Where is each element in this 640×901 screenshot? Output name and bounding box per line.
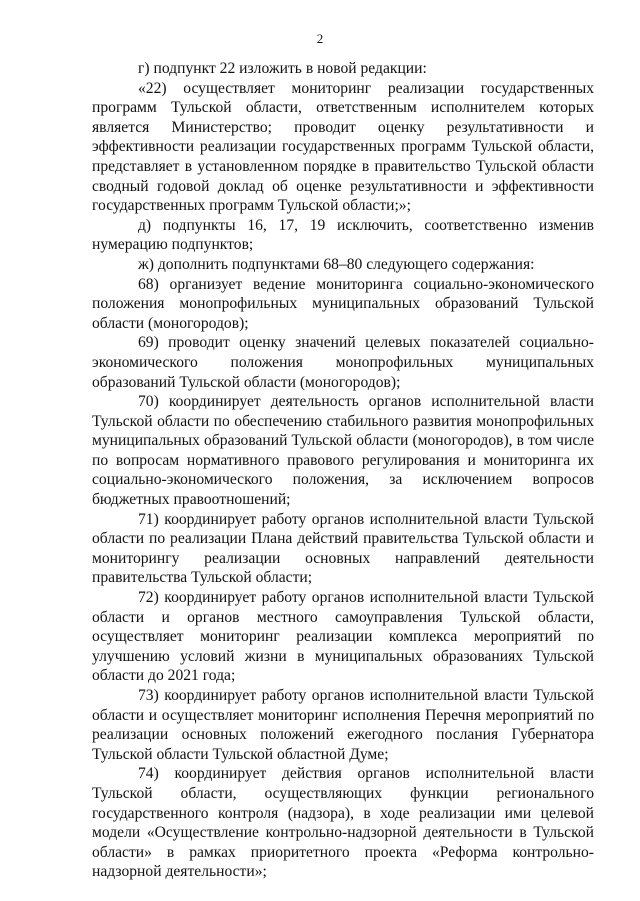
paragraph-item-73: 73) координирует работу органов исполнительной власти Тульской области и осуществляет мониторинг исполнения Перечня мероприятий по реализации основных положений ежегодного послания Губернатора Тульской области Тульской областной Думе; <box>92 687 594 763</box>
paragraph-item-71: 71) координирует работу органов исполнительной власти Тульской области по реализации Плана действий правительства Тульской области и мониторингу реализации основных направлений деятельности правительства Тульской области; <box>92 510 594 587</box>
paragraph-item-22: «22) осуществляет мониторинг реализации государственных программ Тульской области, ответственным исполнителем которых является Министерство; проводит оценку результативности и эффективности реализации государственных программ Тульской области, представляет в установленном порядке в правительство Тульской области сводный годовой доклад об оценке результативности и эффективности государственных программ Тульской области;»; <box>92 79 594 215</box>
paragraph-item-69: 69) проводит оценку значений целевых показателей социально-экономического положения монопрофильных муниципальных образований Тульской области (моногородов); <box>92 334 594 391</box>
paragraph-subitem-g: г) подпункт 22 изложить в новой редакции: <box>138 60 427 77</box>
document-body <box>92 59 594 882</box>
paragraph-item-68: 68) организует ведение мониторинга социально-экономического положения монопрофильных муниципальных образований Тульской области (моногородов); <box>92 275 594 332</box>
paragraph-subitem-d: д) подпункты 16, 17, 19 исключить, соответственно изменив нумерацию подпунктов; <box>92 216 594 254</box>
paragraph-item-72: 72) координирует работу органов исполнительной власти Тульской области и органов местного самоуправления Тульской области, осуществляет мониторинг реализации комплекса мероприятий по улучшению условий жизни в муниципальных образованиях Тульской области до 2021 года; <box>92 589 594 685</box>
paragraph-item-70: 70) координирует деятельность органов исполнительной власти Тульской области по обеспечению стабильного развития монопрофильных муниципальных образований Тульской области (моногородов), в том числе по вопросам нормативного правового регулирования и мониторинга их социально-экономического положения, за исключением вопросов бюджетных правоотношений; <box>92 393 594 509</box>
paragraph-item-74: 74) координирует действия органов исполнительной власти Тульской области, осуществляющих функции регионального государственного контроля (надзора), в ходе реализации ими целевой модели «Осуществление контрольно-надзорной деятельности в Тульской области» в рамках приоритетного проекта «Реформа контрольно-надзорной деятельности»; <box>92 765 594 881</box>
page-number: 2 <box>316 31 324 46</box>
paragraph-subitem-zh: ж) дополнить подпунктами 68–80 следующего содержания: <box>138 255 535 273</box>
